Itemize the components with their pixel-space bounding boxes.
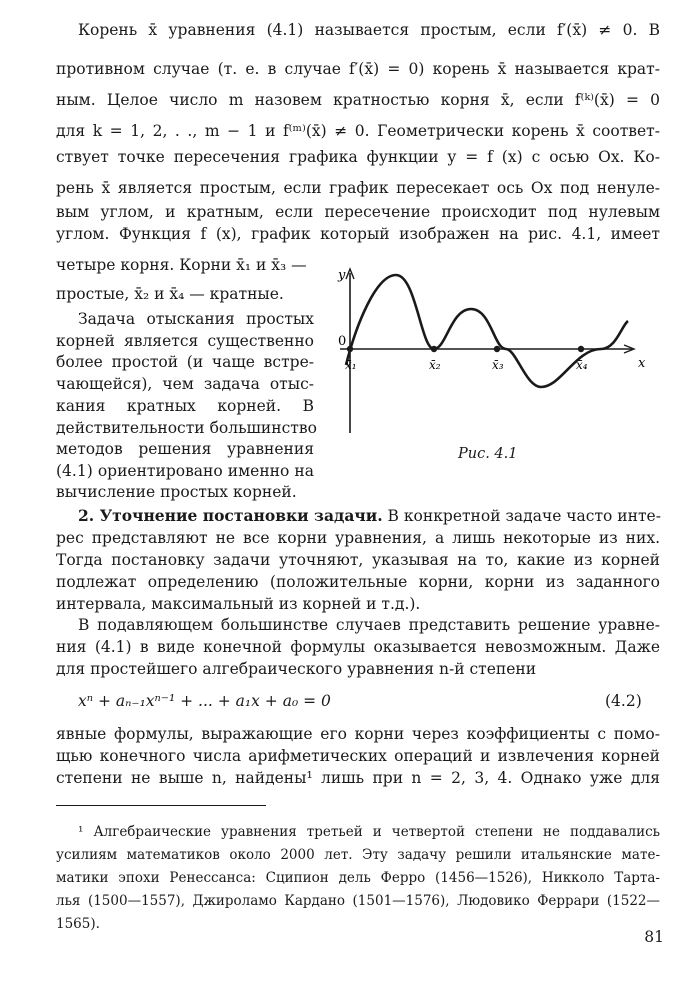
text-line: более простой (и чаще встре- — [56, 353, 314, 371]
root-label-1: x̄₁ — [345, 358, 357, 372]
footnote-rule — [56, 805, 266, 806]
text-line: противном случае (т. е. в случае f′(x̄) = 0) корень x̄ называется крат- — [56, 60, 660, 78]
figure-caption: Рис. 4.1 — [458, 446, 518, 462]
text-line: ния (4.1) в виде конечной формулы оказывается невозможным. Даже — [56, 638, 660, 656]
section-heading: 2. Уточнение постановки задачи. — [78, 506, 383, 525]
equation: xⁿ + aₙ₋₁xⁿ⁻¹ + ... + a₁x + a₀ = 0 — [78, 692, 331, 710]
equation-number: (4.2) — [605, 692, 642, 710]
text-line: рес представляют не все корни уравнения, а лишь некоторые из них. — [56, 529, 660, 547]
text-line: Тогда постановку задачи уточняют, указывая на то, какие из корней — [56, 551, 660, 569]
x-axis-label: x — [638, 356, 646, 371]
text-line: для k = 1, 2, . ., m − 1 и f⁽ᵐ⁾(x̄) ≠ 0. Геометрически корень x̄ соответ- — [56, 122, 660, 140]
footnote-line: 1565). — [56, 916, 100, 932]
footnote-line: лья (1500—1557), Джироламо Кардано (1501—1576), Людовико Феррари (1522— — [56, 893, 660, 909]
root-label-4: x̄₄ — [576, 358, 588, 372]
text-line: вым углом, и кратным, если пересечение происходит под нулевым — [56, 203, 660, 221]
text-line: методов решения уравнения — [56, 440, 314, 458]
footnote-line: усилиям математиков около 2000 лет. Эту задачу решили итальянские мате- — [56, 847, 660, 863]
text-line — [78, 506, 660, 526]
text-line: интервала, максимальный из корней и т.д.). — [56, 595, 421, 613]
text-line: Корень x̄ уравнения (4.1) называется простым, если f′(x̄) ≠ 0. В — [78, 21, 660, 39]
text-line: явные формулы, выражающие его корни через коэффициенты с помо- — [56, 725, 660, 743]
text-line: углом. Функция f (x), график который изображен на рис. 4.1, имеет — [56, 225, 660, 243]
root-point-3 — [494, 346, 500, 352]
text-line: ствует точке пересечения графика функции y = f (x) с осью Ox. Ко- — [56, 148, 660, 166]
text-line: (4.1) ориентировано именно на — [56, 462, 314, 480]
root-label-3: x̄₃ — [492, 358, 504, 372]
text-line: простые, x̄₂ и x̄₄ — кратные. — [56, 285, 284, 303]
text-line: корней является существенно — [56, 332, 314, 350]
section-text: В конкретной задаче часто инте- — [382, 507, 661, 525]
text-line: действительности большинство — [56, 419, 317, 437]
root-point-2 — [431, 346, 437, 352]
footnote-line: матики эпохи Ренессанса: Сципион дель Ферро (1456—1526), Никколо Тарта- — [56, 870, 660, 886]
text-line: Задача отыскания простых — [78, 310, 314, 328]
function-graph — [326, 265, 646, 440]
text-line: чающейся), чем задача отыс- — [56, 375, 314, 393]
root-point-1 — [347, 346, 353, 352]
text-line: ным. Целое число m назовем кратностью корня x̄, если f⁽ᵏ⁾(x̄) = 0 — [56, 91, 660, 109]
text-line: подлежат определению (положительные корни, корни из заданного — [56, 573, 660, 591]
page-number: 81 — [644, 928, 664, 946]
footnote-line: ¹ Алгебраические уравнения третьей и четвертой степени не поддавались — [78, 824, 660, 840]
text-line: четыре корня. Корни x̄₁ и x̄₃ — — [56, 256, 307, 274]
root-point-4 — [578, 346, 584, 352]
text-line: щью конечного числа арифметических операций и извлечения корней — [56, 747, 660, 765]
text-line: кания кратных корней. В — [56, 397, 314, 415]
root-label-2: x̄₂ — [429, 358, 441, 372]
text-line: степени не выше n, найдены¹ лишь при n = 2, 3, 4. Однако уже для — [56, 769, 660, 787]
text-line: В подавляющем большинстве случаев представить решение уравне- — [78, 616, 660, 634]
text-line: вычисление простых корней. — [56, 483, 297, 501]
y-axis-label: y — [338, 268, 346, 283]
text-line: рень x̄ является простым, если график пересекает ось Ox под ненуле- — [56, 179, 660, 197]
origin-label: 0 — [338, 334, 347, 349]
text-line: для простейшего алгебраического уравнения n-й степени — [56, 660, 537, 678]
